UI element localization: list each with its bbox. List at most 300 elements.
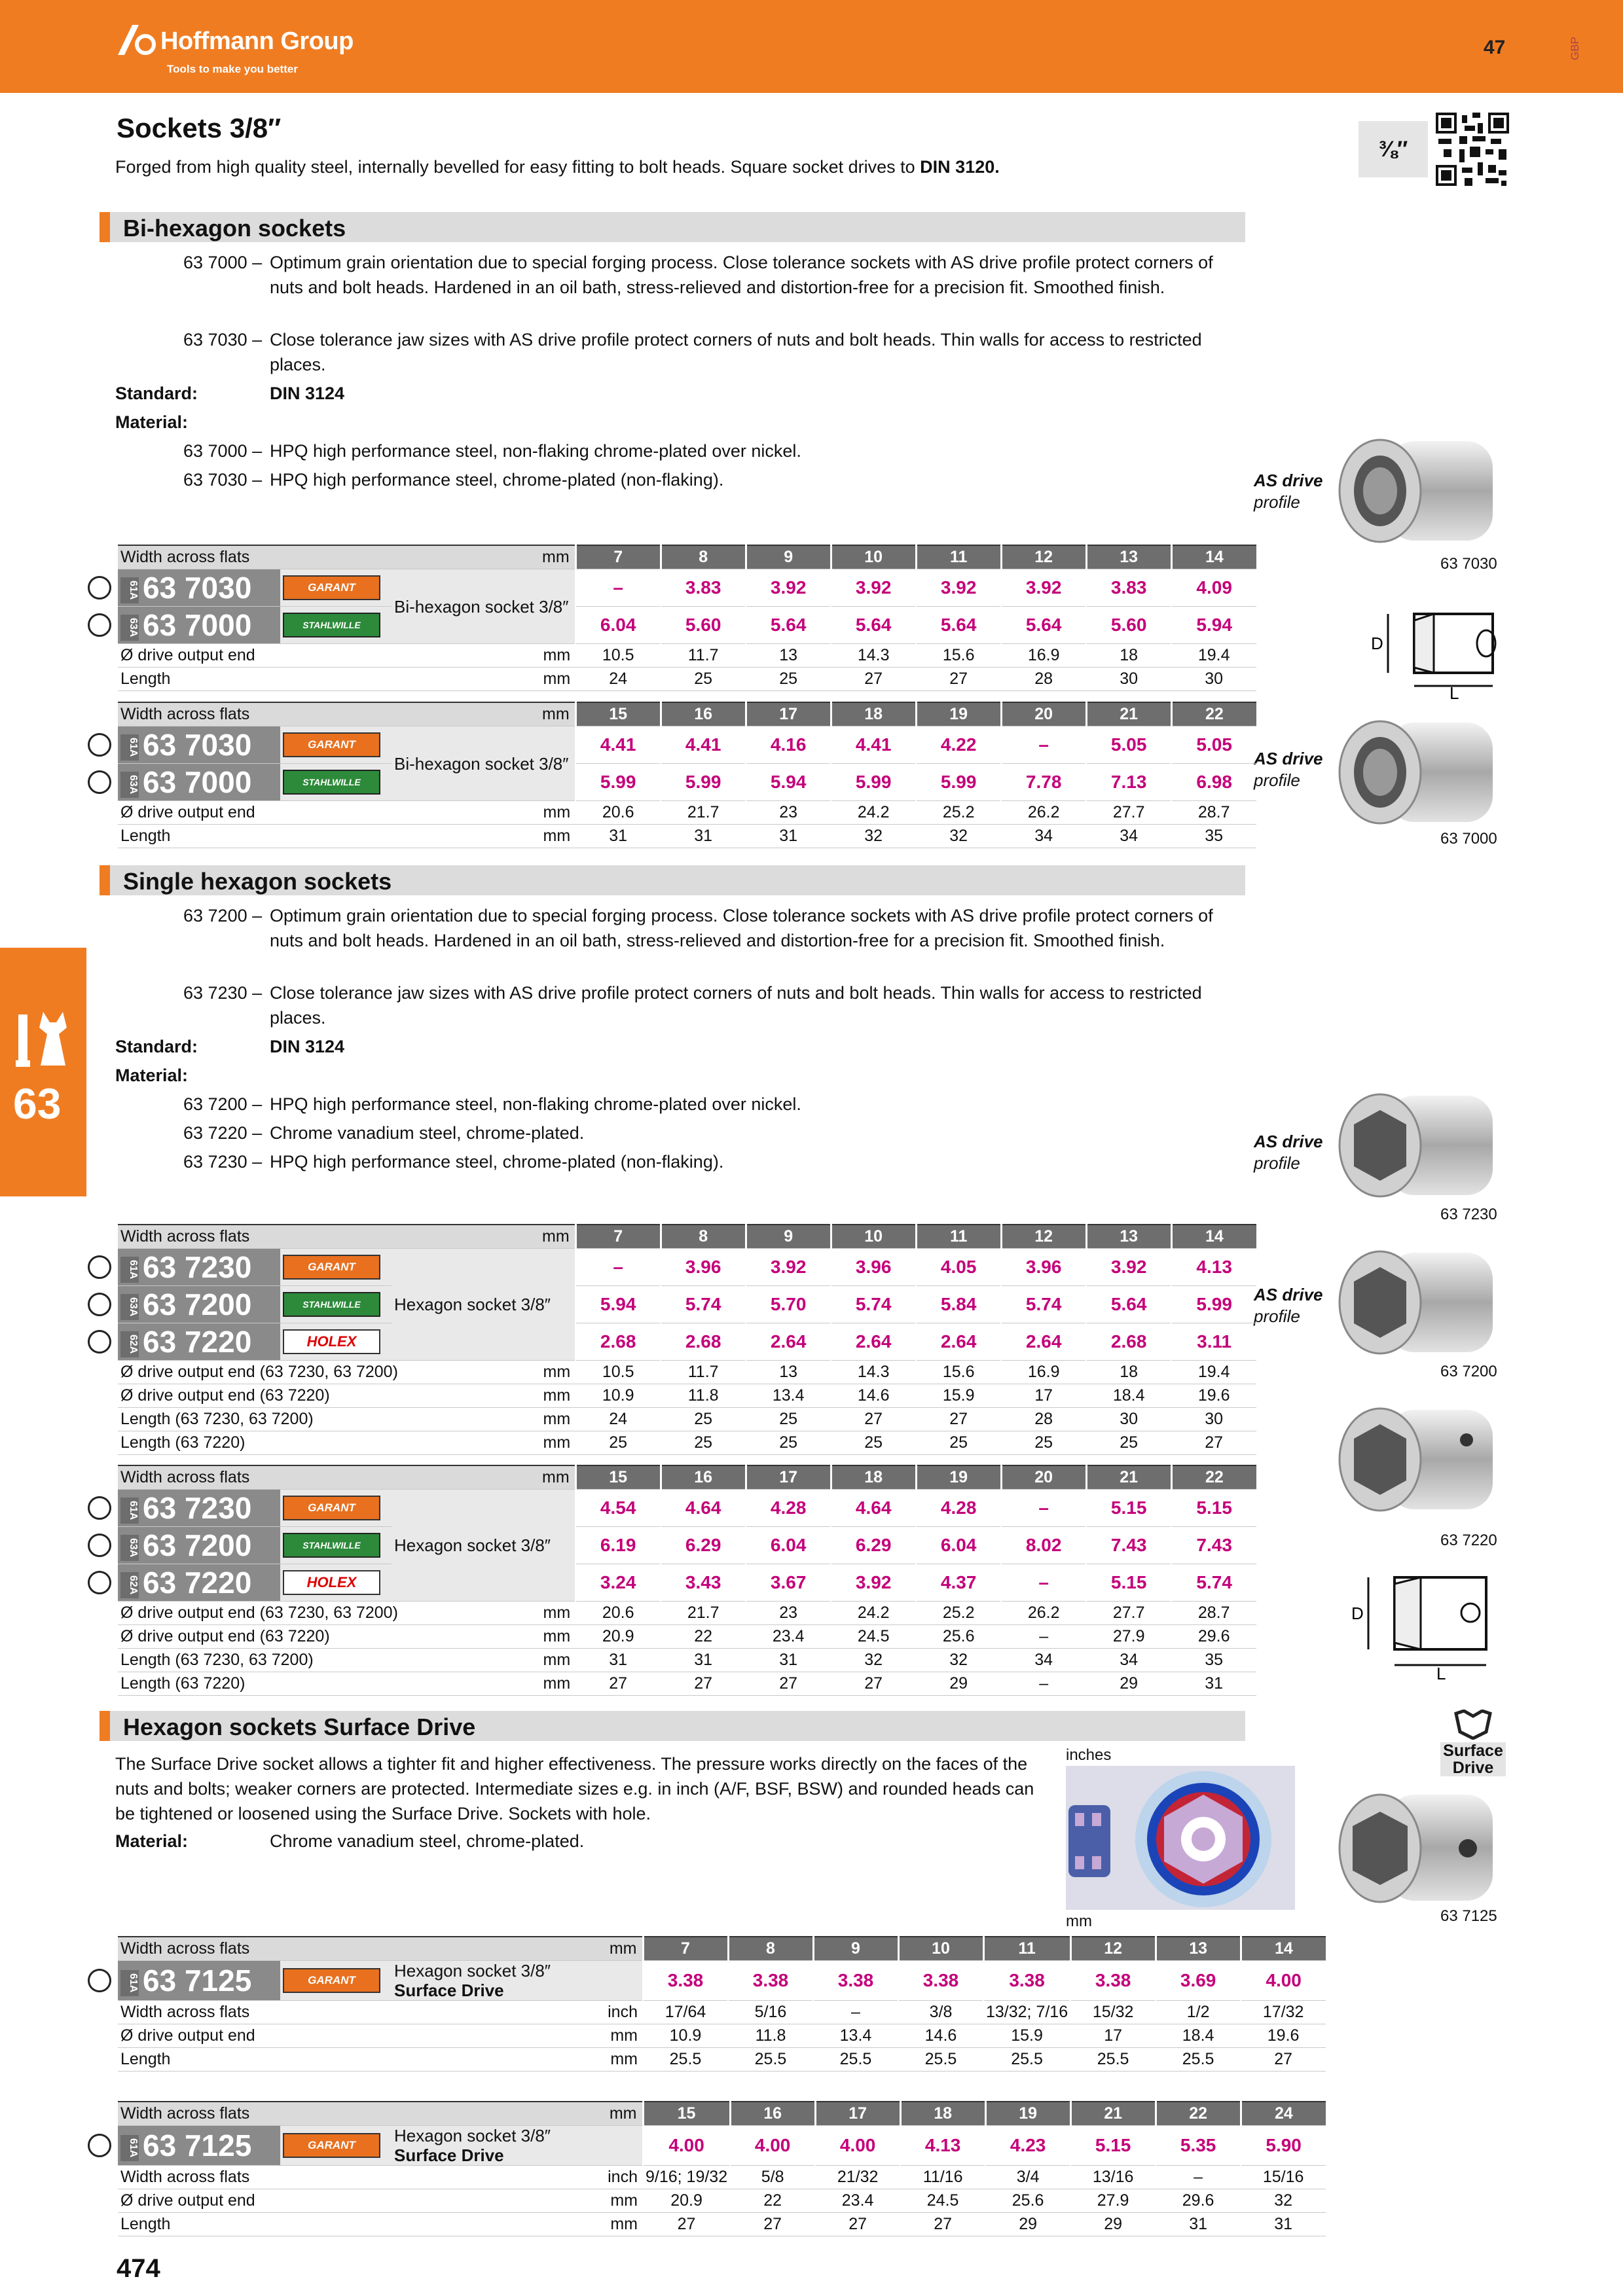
price-cell: 3.83 [661,569,746,607]
spec-value: 22 [661,1625,746,1649]
spec-value: 25 [746,1408,831,1431]
price-cell: 4.28 [916,1490,1001,1527]
price-cell: 3.11 [1171,1323,1256,1361]
spec-value: 13.4 [746,1384,831,1408]
image-caption: 63 7230 [1440,1206,1497,1223]
table-header-row [118,1225,1256,1249]
spec-value: – [1001,1672,1086,1696]
as-drive-note: AS drive profile [1254,1132,1323,1173]
spec-value: 19.4 [1171,644,1256,668]
price-cell: 4.05 [916,1249,1001,1286]
spec-row [118,825,1256,848]
size-header: 21 [1086,702,1171,726]
price-cell: 7.78 [1001,764,1086,801]
article-number [118,1286,280,1323]
material-label: Material: [115,412,189,432]
spec-value: 27 [916,1408,1001,1431]
price-cell: 5.99 [916,764,1001,801]
select-radio[interactable] [88,770,111,794]
spec-value: 32 [916,1649,1001,1672]
spec-row [118,1408,1256,1431]
table-header-row [118,1465,1256,1490]
price-cell: 3.92 [916,569,1001,607]
price-cell: 2.68 [575,1323,661,1361]
price-cell: 3.24 [575,1564,661,1602]
spec-value: 27 [643,2213,730,2236]
image-caption: 63 7220 [1440,1532,1497,1549]
product-description [392,1961,643,2001]
chapter-tab[interactable] [0,948,86,1196]
price-cell: 4.41 [661,726,746,764]
price-cell: 4.41 [831,726,916,764]
spec-value: 18 [1086,644,1171,668]
spec-value: 25 [661,1408,746,1431]
product-row [118,726,1256,764]
product-row [118,764,1256,801]
spec-value: 35 [1171,825,1256,848]
article-code: 63 7125 [143,2128,252,2162]
spec-value: 25.5 [983,2048,1070,2072]
spec-label: Ø drive output end (63 7230, 63 7200) [118,1602,539,1625]
price-cell: 5.15 [1171,1490,1256,1527]
price-cell: 3.96 [1001,1249,1086,1286]
brand-name: HOLEX [306,1574,357,1590]
section-surface-drive [100,1711,1245,1741]
brand-name: GARANT [308,1501,356,1514]
spec-value: 20.9 [643,2189,730,2213]
brand-logo [283,1496,380,1520]
brand-cell [280,1490,392,1527]
brand-logo [283,1255,380,1280]
product-row [118,1490,1256,1527]
spec-label: Ø drive output end [118,2189,597,2213]
section-title: Bi-hexagon sockets [123,215,346,242]
spec-value: 27 [1171,1431,1256,1455]
article-number [118,1249,280,1286]
spec-value: 28.7 [1171,1602,1256,1625]
price-cell: 5.84 [916,1286,1001,1323]
material-text: HPQ high performance steel, chrome-plated (non-flaking). [270,470,724,490]
spec-value: 21.7 [661,801,746,825]
spec-value: 25 [661,668,746,691]
brand-cell [280,2126,392,2166]
price-cell: 5.60 [1086,607,1171,644]
size-header: 10 [831,545,916,569]
unit-label: inch [597,2001,643,2024]
size-header: 10 [831,1225,916,1249]
price-cell: 3.38 [983,1961,1070,2001]
spec-value: 11.7 [661,644,746,668]
description-text: The Surface Drive socket allows a tighter fit and higher effectiveness. The pressure works directly on the faces of the nuts and bolts; weaker corners are protected. Intermediate sizes e.g. in inch (A/F, BSF, BSW) and rounded heads can be tightened or loosened using the Surface Drive. Sockets with hole. [115,1754,1034,1823]
article-number [118,726,280,764]
price-cell: 6.04 [575,607,661,644]
spec-value: 21/32 [815,2166,900,2189]
spec-row [118,1602,1256,1625]
spec-value: 17/64 [643,2001,728,2024]
size-header: 21 [1086,1465,1171,1490]
product-row [118,2126,1326,2166]
spec-value: 24.2 [831,1602,916,1625]
size-header: 15 [575,1465,661,1490]
size-header: 19 [916,1465,1001,1490]
spec-value: 25 [1086,1431,1171,1455]
product-subname: Surface Drive [394,2145,504,2165]
price-cell: 4.00 [730,2126,815,2166]
brand-name: Hoffmann Group [160,27,354,55]
unit-label: mm [539,668,575,691]
brand-logo [283,770,380,795]
price-cell: 3.92 [1086,1249,1171,1286]
spec-value: 10.5 [575,644,661,668]
price-cell: 5.05 [1171,726,1256,764]
inches-label: inches [1066,1746,1112,1764]
price-cell: 5.64 [746,607,831,644]
product-row [118,569,1256,607]
spec-value: 10.9 [643,2024,728,2048]
article-prefix: 63A [120,772,139,798]
spec-value: 18 [1086,1361,1171,1384]
brand-cell [280,1286,392,1323]
unit-label: inch [597,2166,643,2189]
select-radio[interactable] [88,613,111,637]
spec-value: 23 [746,1602,831,1625]
select-radio[interactable] [88,1496,111,1520]
product-name: Hexagon socket 3/8″ [394,2126,551,2145]
select-radio[interactable] [88,1293,111,1316]
spec-value: 27.9 [1070,2189,1156,2213]
brand-cell [280,726,392,764]
section-single-hexagon [100,865,1245,895]
image-caption: 63 7000 [1440,830,1497,848]
spec-value: 3/8 [898,2001,983,2024]
brand-name: HOLEX [306,1333,357,1350]
product-code: 63 7200 – [183,1094,263,1114]
size-header: 22 [1156,2102,1241,2126]
article-prefix: 61A [120,577,139,603]
spec-label: Width across flats [118,2166,597,2189]
spec-value: 11.8 [661,1384,746,1408]
price-cell: 3.92 [746,569,831,607]
price-cell: 3.67 [746,1564,831,1602]
spec-label: Length (63 7220) [118,1672,539,1696]
price-cell: 4.23 [985,2126,1070,2166]
product-row [118,1286,1256,1323]
socket-image-7200 [1329,1244,1499,1361]
price-cell: 3.92 [831,1564,916,1602]
spec-value: 26.2 [1001,801,1086,825]
article-code: 63 7030 [143,571,252,605]
price-cell: 3.38 [728,1961,813,2001]
spec-value: 28 [1001,1408,1086,1431]
brand-cell [280,1249,392,1286]
unit-label: mm [539,1225,575,1249]
unit-label: mm [539,1465,575,1490]
size-header: 15 [575,702,661,726]
product-row [118,1961,1326,2001]
spec-row [118,2024,1326,2048]
image-caption: 63 7030 [1440,555,1497,573]
brand-name: GARANT [308,2139,356,2151]
spec-label: Ø drive output end [118,644,539,668]
spec-value: 24.2 [831,801,916,825]
select-radio[interactable] [88,1534,111,1557]
spec-value: 25.5 [1156,2048,1241,2072]
price-cell: 2.68 [1086,1323,1171,1361]
size-header: 14 [1241,1937,1326,1961]
size-header: 8 [661,1225,746,1249]
product-name: Hexagon socket 3/8″ [394,1295,551,1314]
select-radio[interactable] [88,576,111,600]
spec-value: 23.4 [746,1625,831,1649]
select-radio[interactable] [88,733,111,757]
brand-cell [280,1527,392,1564]
dimension-drawing-hex [1342,1558,1499,1682]
article-code: 63 7220 [143,1325,252,1359]
product-description [392,569,575,644]
spec-value: 5/8 [730,2166,815,2189]
spec-value: 14.6 [898,2024,983,2048]
unit-label: mm [597,2213,643,2236]
spec-value: 14.6 [831,1384,916,1408]
unit-label: mm [539,1431,575,1455]
spec-value: 25.5 [728,2048,813,2072]
price-cell: 7.13 [1086,764,1171,801]
spec-value: 13/32; 7/16 [983,2001,1070,2024]
spec-value: 18.4 [1156,2024,1241,2048]
table-header-row [118,545,1256,569]
price-cell: 3.38 [813,1961,898,2001]
size-header: 7 [575,1225,661,1249]
article-number [118,1564,280,1602]
description-text: Optimum grain orientation due to special forging process. Close tolerance sockets with AS drive profile protect corners of nuts and bolt heads. Hardened in an oil bath, stress-relieved and distortion-free for a precision fit. Smoothed finish. [270,906,1213,950]
price-cell: 5.99 [1171,1286,1256,1323]
spec-value: 21.7 [661,1602,746,1625]
spec-label: Ø drive output end [118,2024,597,2048]
size-header: 14 [1171,545,1256,569]
article-code: 63 7000 [143,765,252,799]
spec-value: 13.4 [813,2024,898,2048]
spec-label: Ø drive output end (63 7230, 63 7200) [118,1361,539,1384]
spec-value: 30 [1171,668,1256,691]
standard-label: Standard: [115,1037,198,1056]
spec-value: 25.5 [643,2048,728,2072]
price-cell: 2.68 [661,1323,746,1361]
brand-cell [280,1564,392,1602]
spec-value: 25.6 [985,2189,1070,2213]
price-cell: 5.99 [831,764,916,801]
spec-value: 27 [815,2213,900,2236]
spec-value: 31 [1241,2213,1326,2236]
spec-value: 15/32 [1070,2001,1156,2024]
material-label: Material: [115,1066,189,1085]
spec-value: 15.6 [916,644,1001,668]
size-header: 9 [813,1937,898,1961]
price-cell: – [1001,1564,1086,1602]
price-cell: 4.13 [900,2126,985,2166]
size-header: 16 [661,1465,746,1490]
spec-value: 31 [746,825,831,848]
select-radio[interactable] [88,1969,111,1992]
spec-row [118,2001,1326,2024]
data-table [118,1224,1256,1455]
unit-label: mm [539,1672,575,1696]
unit-label: mm [597,1937,643,1961]
price-cell: 5.74 [1171,1564,1256,1602]
qr-code-icon [1436,113,1509,186]
product-description [392,2126,643,2166]
spec-value: 27 [746,1672,831,1696]
spec-value: – [1001,1625,1086,1649]
price-cell: – [1001,726,1086,764]
spec-label: Length (63 7230, 63 7200) [118,1649,539,1672]
table-header-row [118,702,1256,726]
spec-row [118,2189,1326,2213]
spec-value: 9/16; 19/32 [643,2166,730,2189]
data-table [118,1936,1326,2072]
size-header: 17 [746,1465,831,1490]
select-radio[interactable] [88,2134,111,2157]
article-code: 63 7200 [143,1528,252,1562]
select-radio[interactable] [88,1571,111,1594]
size-header: 14 [1171,1225,1256,1249]
unit-label: mm [539,1625,575,1649]
spec-value: 34 [1001,825,1086,848]
column-header-label: Width across flats [118,2102,597,2126]
unit-label: mm [597,2048,643,2072]
spec-value: 32 [831,825,916,848]
spec-value: 11.7 [661,1361,746,1384]
spec-value: – [1156,2166,1241,2189]
unit-label: mm [539,1408,575,1431]
spec-value: 27 [1241,2048,1326,2072]
unit-label: mm [597,2102,643,2126]
price-cell: 7.43 [1171,1527,1256,1564]
spec-value: 16.9 [1001,644,1086,668]
product-subname: Surface Drive [394,1981,504,2000]
product-code: 63 7000 – [183,253,263,272]
spec-value: 24 [575,1408,661,1431]
price-cell: 4.64 [661,1490,746,1527]
size-header: 12 [1070,1937,1156,1961]
article-prefix: 61A [120,1257,139,1283]
description-text: Close tolerance jaw sizes with AS drive profile protect corners of nuts and bolt heads. Thin walls for access to restricted places. [270,983,1202,1028]
brand-name: GARANT [308,1974,356,1986]
spec-label: Length [118,2048,597,2072]
data-table [118,545,1256,691]
price-cell: 6.04 [746,1527,831,1564]
unit-label: mm [539,801,575,825]
socket-image-7000 [1329,713,1499,831]
hoffmann-logo-icon [117,22,156,56]
spec-value: – [813,2001,898,2024]
spec-value: 31 [746,1649,831,1672]
select-radio[interactable] [88,1255,111,1279]
spec-value: 26.2 [1001,1602,1086,1625]
product-row [118,1323,1256,1361]
price-cell: 3.69 [1156,1961,1241,2001]
article-prefix: 62A [120,1331,139,1357]
article-prefix: 63A [120,1294,139,1320]
spec-value: 25.2 [916,801,1001,825]
price-cell: 6.29 [661,1527,746,1564]
spec-value: 23 [746,801,831,825]
size-header: 9 [746,545,831,569]
product-code: 63 7030 – [183,330,263,350]
price-cell: 5.15 [1086,1490,1171,1527]
size-header: 18 [831,702,916,726]
dim-d-label: D [1371,634,1383,653]
size-header: 18 [831,1465,916,1490]
article-number [118,1490,280,1527]
standard-label: Standard: [115,384,198,403]
price-cell: 5.74 [661,1286,746,1323]
spec-value: 31 [661,825,746,848]
brand-cell [280,764,392,801]
size-header: 13 [1086,545,1171,569]
brand-logo [283,1292,380,1317]
socket-image-7030 [1329,432,1499,550]
spec-value: 15.9 [916,1384,1001,1408]
image-caption: 63 7200 [1440,1363,1497,1380]
article-prefix: 61A [120,1498,139,1524]
spec-value: 30 [1171,1408,1256,1431]
price-cell: 4.16 [746,726,831,764]
spec-value: 19.6 [1241,2024,1326,2048]
spec-row [118,801,1256,825]
price-cell: 4.22 [916,726,1001,764]
spec-value: 24 [575,668,661,691]
spec-row [118,2213,1326,2236]
price-cell: 5.99 [575,764,661,801]
unit-label: mm [539,1649,575,1672]
brand-logo [283,732,380,757]
spec-value: 27 [831,668,916,691]
socket-image-7220 [1329,1401,1499,1518]
unit-label: mm [597,2189,643,2213]
spec-row [118,1431,1256,1455]
article-code: 63 7230 [143,1250,252,1284]
spec-value: 25 [746,1431,831,1455]
badge-label: Surface Drive [1440,1742,1506,1776]
spec-value: 3/4 [985,2166,1070,2189]
brand-name: GARANT [308,581,356,594]
size-header: 22 [1171,702,1256,726]
material-text: HPQ high performance steel, non-flaking chrome-plated over nickel. [270,1094,801,1114]
size-header: 20 [1001,702,1086,726]
spec-value: 25.5 [1070,2048,1156,2072]
spec-value: 31 [1171,1672,1256,1696]
dim-l-label: L [1450,683,1459,699]
as-drive-note: AS drive profile [1254,471,1323,512]
price-cell: 3.83 [1086,569,1171,607]
spec-value: 31 [575,1649,661,1672]
price-cell: 5.64 [1086,1286,1171,1323]
brand-name: STAHLWILLE [302,1299,361,1310]
size-header: 18 [900,2102,985,2126]
price-cell: 4.00 [1241,1961,1326,2001]
spec-value: 19.4 [1171,1361,1256,1384]
size-header: 10 [898,1937,983,1961]
spec-value: 34 [1086,825,1171,848]
spec-value: 29.6 [1156,2189,1241,2213]
select-radio[interactable] [88,1330,111,1354]
unit-label: mm [539,545,575,569]
size-header: 17 [746,702,831,726]
brand-tagline: Tools to make you better [167,63,298,75]
spec-value: 20.9 [575,1625,661,1649]
spec-value: 27 [575,1672,661,1696]
spec-label: Ø drive output end (63 7220) [118,1384,539,1408]
